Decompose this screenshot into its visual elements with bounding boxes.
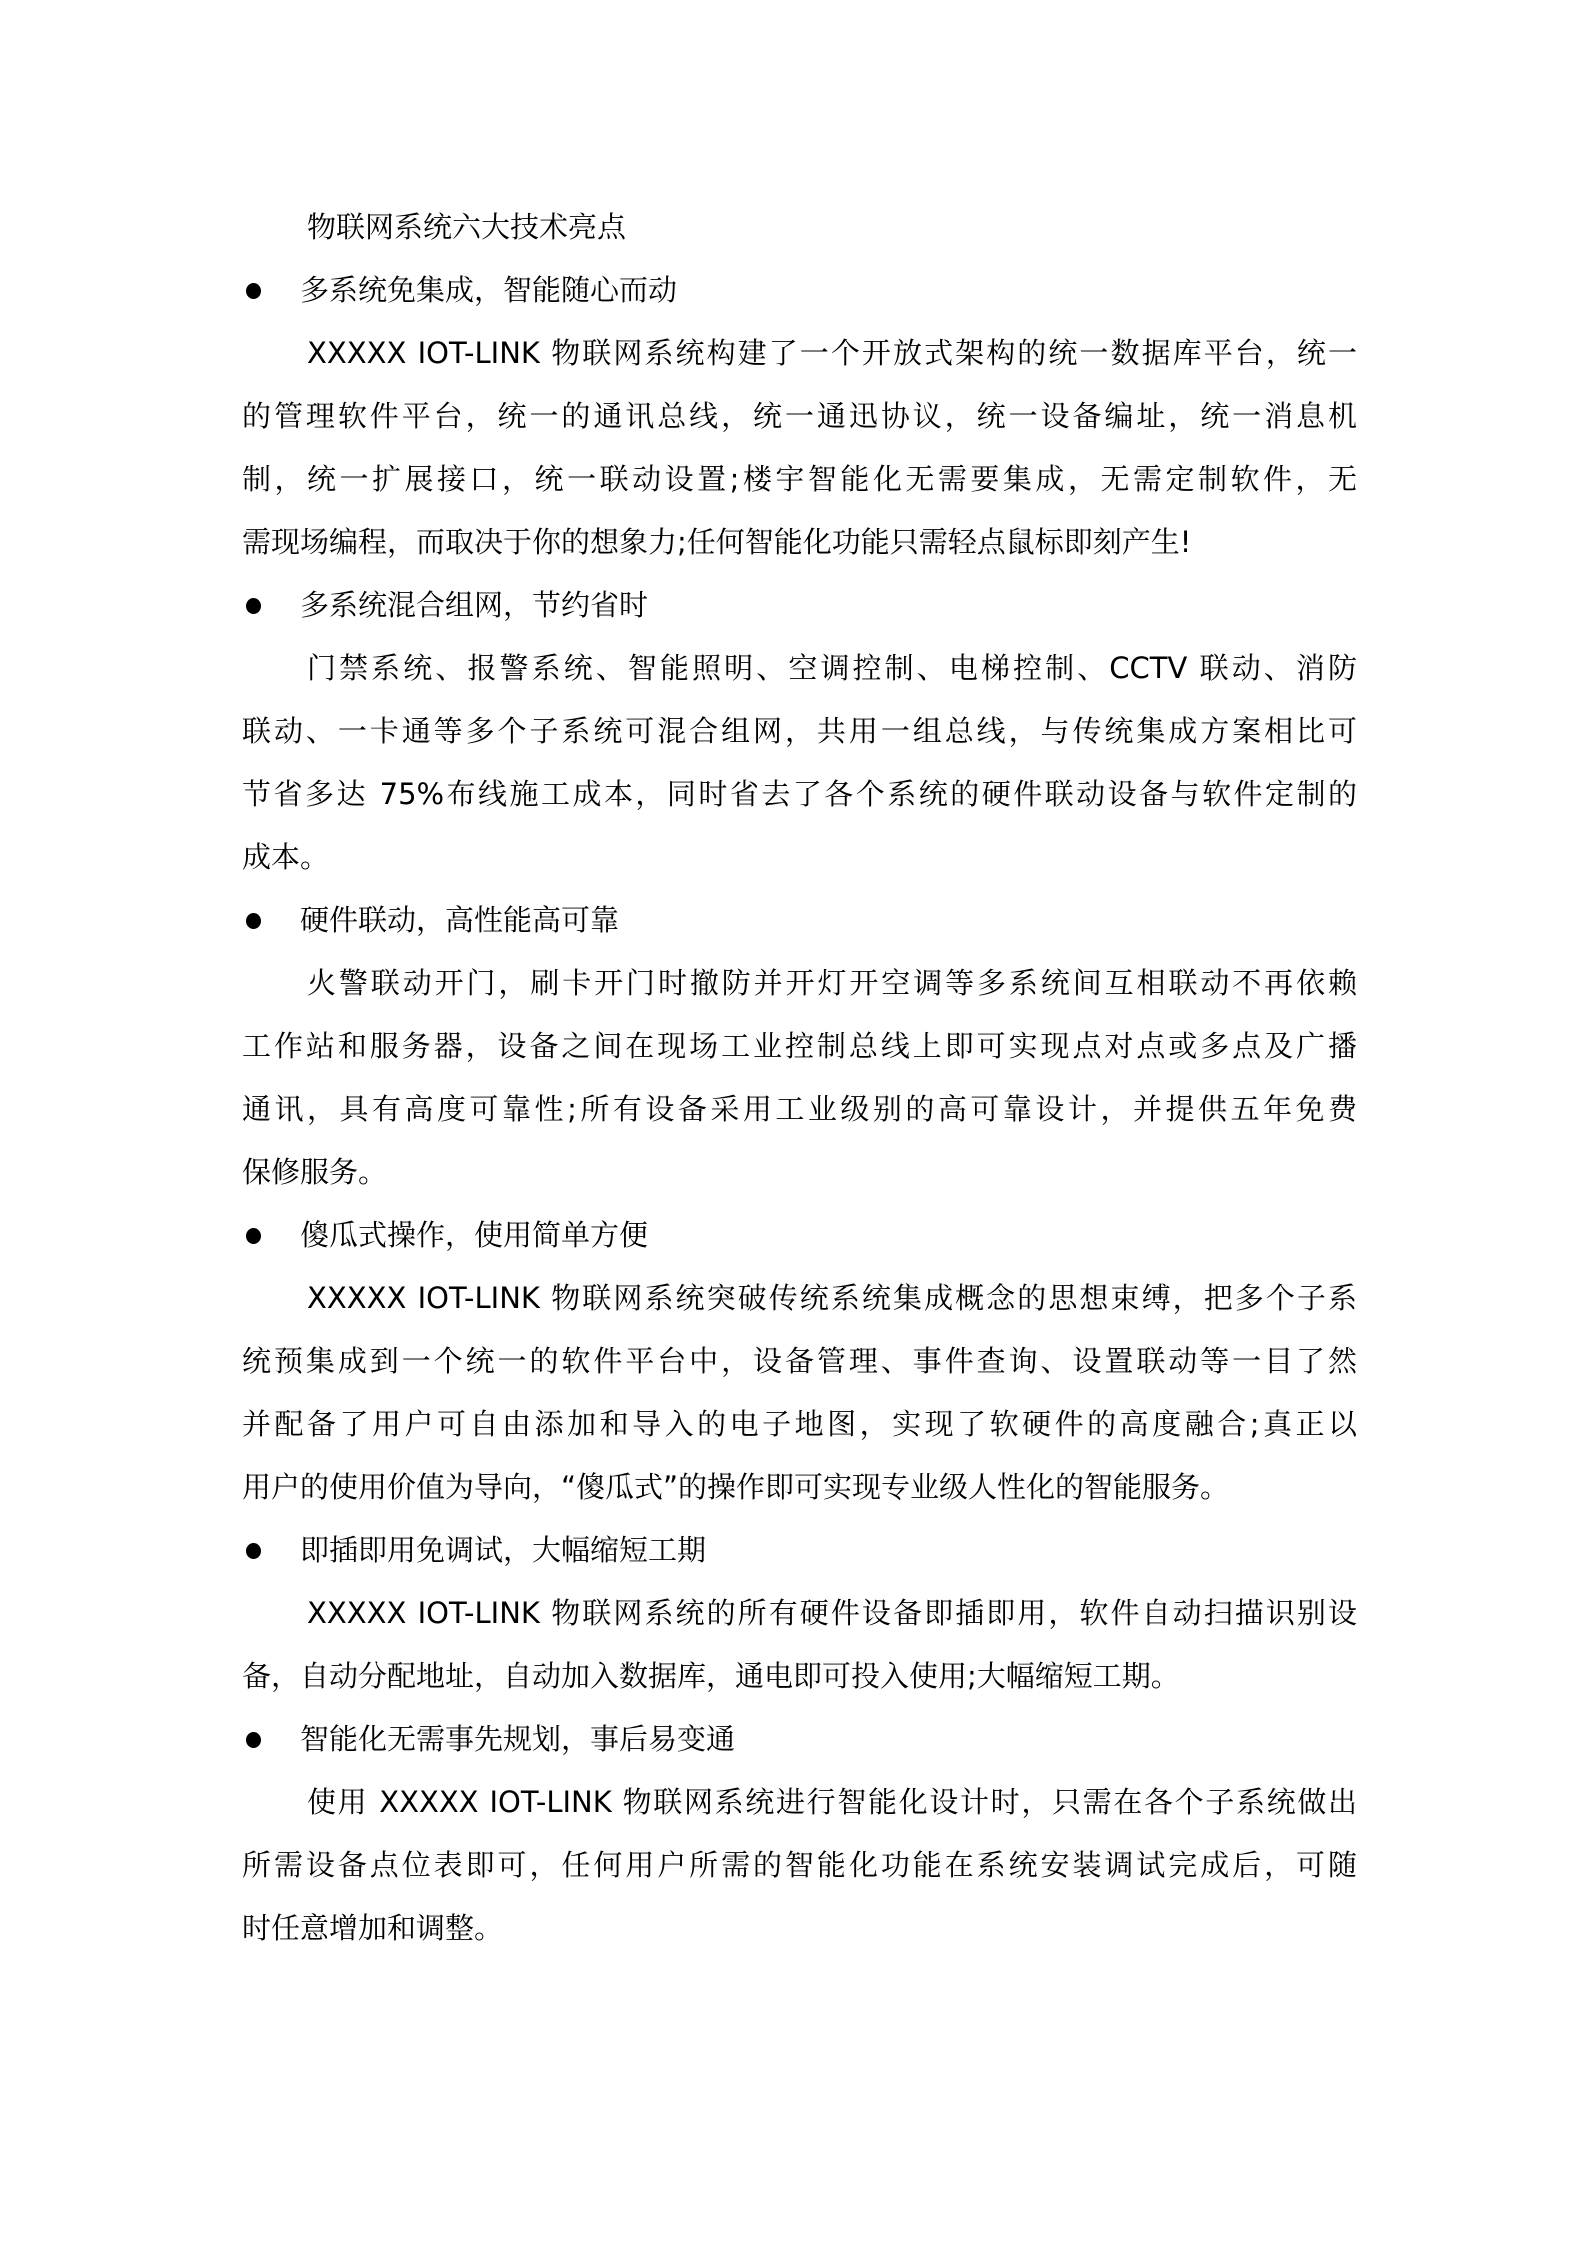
paragraph-line: 并配备了用户可自由添加和导入的电子地图，实现了软硬件的高度融合;真正以: [242, 1407, 1357, 1441]
section: [242, 1519, 1357, 1708]
paragraph-line: 使用 XXXXX IOT-LINK 物联网系统进行智能化设计时，只需在各个子系统做出: [307, 1785, 1357, 1819]
bullet-heading: [242, 259, 1357, 322]
paragraph-line: 需现场编程，而取决于你的想象力;任何智能化功能只需轻点鼠标即刻产生!: [242, 525, 1192, 559]
bullet-heading: [242, 1204, 1357, 1267]
bullet-heading-text: 智能化无需事先规划，事后易变通: [300, 1722, 736, 1756]
section: [242, 1708, 1357, 1960]
bullet-heading-text: 多系统混合组网，节约省时: [300, 588, 649, 622]
bullet-heading-text: 傻瓜式操作，使用简单方便: [300, 1218, 649, 1252]
paragraph-line: 联动、一卡通等多个子系统可混合组网，共用一组总线，与传统集成方案相比可: [242, 714, 1357, 748]
paragraph-line: 工作站和服务器，设备之间在现场工业控制总线上即可实现点对点或多点及广播: [242, 1029, 1357, 1063]
document-body: [242, 196, 1357, 1960]
document-title: 物联网系统六大技术亮点: [307, 210, 627, 244]
paragraph-line: 火警联动开门，刷卡开门时撤防并开灯开空调等多系统间互相联动不再依赖: [307, 966, 1357, 1000]
sections: [242, 259, 1357, 1960]
paragraph-line: XXXXX IOT-LINK 物联网系统构建了一个开放式架构的统一数据库平台，统一: [307, 336, 1357, 370]
section: [242, 889, 1357, 1204]
bullet-heading-text: 多系统免集成，智能随心而动: [300, 273, 678, 307]
bullet-dot-icon: [246, 1543, 261, 1559]
paragraph-line: 的管理软件平台，统一的通讯总线，统一通迅协议，统一设备编址，统一消息机: [242, 399, 1357, 433]
paragraph-line: 备，自动分配地址，自动加入数据库，通电即可投入使用;大幅缩短工期。: [242, 1659, 1180, 1693]
paragraph-line: XXXXX IOT-LINK 物联网系统突破传统系统集成概念的思想束缚，把多个子系: [307, 1281, 1357, 1315]
paragraph-line: 用户的使用价值为导向，“傻瓜式”的操作即可实现专业级人性化的智能服务。: [242, 1470, 1230, 1504]
paragraph-line: 所需设备点位表即可，任何用户所需的智能化功能在系统安装调试完成后，可随: [242, 1848, 1357, 1882]
paragraph-line: 时任意增加和调整。: [242, 1911, 504, 1945]
bullet-dot-icon: [246, 1228, 261, 1244]
bullet-heading-text: 硬件联动，高性能高可靠: [300, 903, 620, 937]
paragraph-line: 通讯，具有高度可靠性;所有设备采用工业级别的高可靠设计，并提供五年免费: [242, 1092, 1357, 1126]
paragraph-line: 门禁系统、报警系统、智能照明、空调控制、电梯控制、CCTV 联动、消防: [307, 651, 1357, 685]
section: [242, 574, 1357, 889]
bullet-dot-icon: [246, 913, 261, 929]
paragraph-line: 节省多达 75%布线施工成本，同时省去了各个系统的硬件联动设备与软件定制的: [242, 777, 1357, 811]
bullet-heading: [242, 889, 1357, 952]
bullet-heading: [242, 1519, 1357, 1582]
bullet-dot-icon: [246, 1732, 261, 1748]
section: [242, 259, 1357, 574]
bullet-dot-icon: [246, 598, 261, 614]
paragraph-line: XXXXX IOT-LINK 物联网系统的所有硬件设备即插即用，软件自动扫描识别设: [307, 1596, 1357, 1630]
bullet-heading-text: 即插即用免调试，大幅缩短工期: [300, 1533, 707, 1567]
paragraph-line: 制，统一扩展接口，统一联动设置;楼宇智能化无需要集成，无需定制软件，无: [242, 462, 1357, 496]
paragraph-line: 保修服务。: [242, 1155, 388, 1189]
section: [242, 1204, 1357, 1519]
bullet-dot-icon: [246, 283, 261, 299]
paragraph-line: 统预集成到一个统一的软件平台中，设备管理、事件查询、设置联动等一目了然: [242, 1344, 1357, 1378]
bullet-heading: [242, 1708, 1357, 1771]
paragraph-line: 成本。: [242, 840, 330, 874]
bullet-heading: [242, 574, 1357, 637]
